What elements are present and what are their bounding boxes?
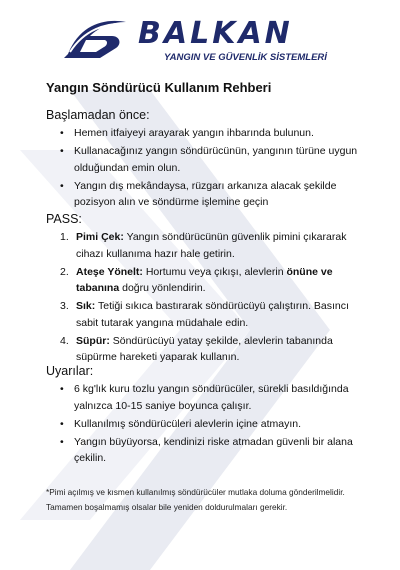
bullet-icon: • [60,383,64,395]
stylized-b-flame-icon [60,14,130,62]
list-item: 2. Ateşe Yönelt: Hortumu veya çıkışı, alevlerin önüne ve tabanına doğru yönlendirin. [60,265,333,294]
pass-heading: PASS: [46,212,82,226]
pass-list [60,229,370,367]
bullet-icon: • [60,435,64,448]
list-item: • Yangın dış mekândaysa, rüzgarı arkanıza alacak şekilde pozisyon alın ve söndürme işlemine geçin [60,179,337,208]
bullet-icon: • [60,145,64,157]
list-item: • Yangın büyüyorsa, kendinizi riske atmadan güvenli bir alana çekilin. [60,435,353,464]
bullet-icon: • [60,417,64,430]
page-title: Yangın Söndürücü Kullanım Rehberi [46,80,272,95]
company-logo [60,14,350,62]
list-item: • Kullanılmış söndürücüleri alevlerin içine atmayın. [60,416,370,433]
before-list [60,125,370,212]
brand-tagline: YANGIN VE GÜVENLİK SİSTEMLERİ [164,52,327,63]
brand-name: BALKAN [138,16,293,51]
bullet-icon: • [60,127,64,139]
list-item: • Kullanacağınız yangın söndürücünün, yangının türüne uygun olduğundan emin olun. [60,145,358,174]
list-item: 3. Sık: Tetiği sıkıca bastırarak söndürücüyü çalıştırın. Basıncı sabit tutarak yangına müdahale edin. [60,300,349,329]
list-item: 4. Süpür: Söndürücüyü yatay şekilde, alevlerin tabanında süpürme hareketi yaparak kullanın. [60,334,333,363]
before-heading: Başlamadan önce: [46,108,150,122]
warnings-list [60,381,370,468]
bullet-icon: • [60,179,64,192]
list-item: • 6 kg'lık kuru tozlu yangın söndürücüler, sürekli basıldığında yalnızca 10-15 saniye boyunca çalışır. [60,383,349,412]
list-item: 1. Pimi Çek: Yangın söndürücünün güvenlik pimini çıkararak cihazı kullanıma hazır hale getirin. [60,231,347,260]
list-item: • Hemen itfaiyeyi arayarak yangın ihbarında bulunun. [60,125,370,142]
footnote: *Pimi açılmış ve kısmen kullanılmış söndürücüler mutlaka doluma gönderilmelidir. Tamamen boşalmamış olsalar bile yeniden doldurulmaları gerekir. [46,487,345,512]
warnings-heading: Uyarılar: [46,364,94,378]
